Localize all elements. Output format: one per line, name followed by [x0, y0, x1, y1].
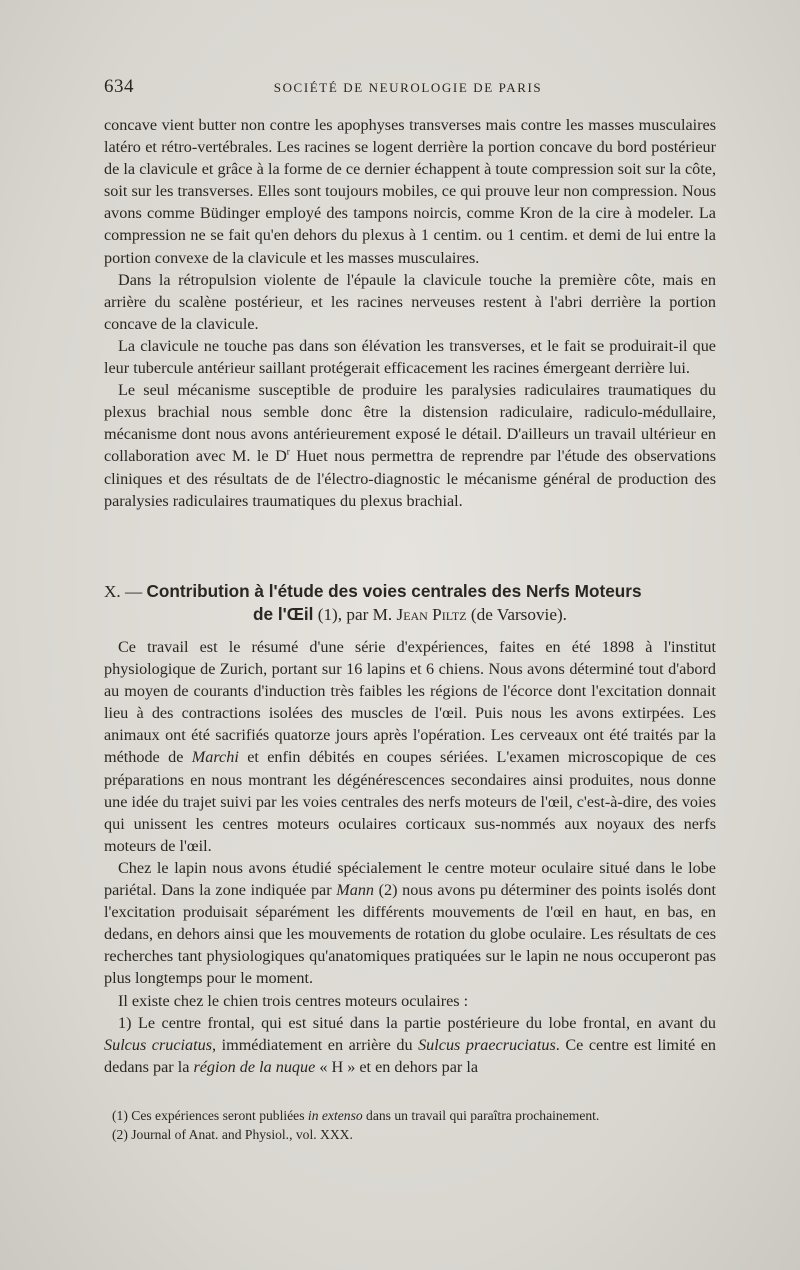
footnote-2: (2) Journal of Anat. and Physiol., vol. XXX.	[112, 1127, 353, 1142]
paragraph: La clavicule ne touche pas dans son élévation les transverses, et le fait se produirait-il que leur tubercule antérieur saillant protégerait efficacement les racines émergeant derrière lui.	[104, 336, 716, 378]
section-number: X. —	[104, 582, 143, 601]
paragraph: Chez le lapin nous avons étudié spécialement le centre moteur oculaire situé dans le lobe pariétal. Dans la zone indiquée par Mann (2) nous avons pu déterminer des points isolés dont l'excitation produisait séparément les différents mouvements de l'œil en haut, en bas, en dedans, en dehors ainsi que les mouvements de rotation du globe oculaire. Les résultats de ces recherches tant physiologiques qu'anatomiques pratiquées sur le lapin ne nous occuperont pas plus longtemps pour le moment.	[104, 858, 716, 988]
page-header	[104, 76, 712, 100]
page-number: 634	[104, 76, 134, 97]
author-affiliation: (de Varsovie).	[470, 605, 567, 624]
footnote-1: (1) Ces expériences seront publiées in extenso dans un travail qui paraîtra prochainement.	[112, 1108, 600, 1123]
footnote-ref: (1),	[317, 605, 343, 624]
paragraph: Ce travail est le résumé d'une série d'expériences, faites en été 1898 à l'institut physiologique de Zurich, portant sur 16 lapins et 6 chiens. Nous avons déterminé tout d'abord au moyen de courants d'induction très faibles les régions de l'écorce dont l'excitation donnait lieu à des contractions isolées des muscles de l'œil. Puis nous les avons extirpées. Les animaux ont été sacrifiés quatorze jours après l'opération. Les cerveaux ont été traités par la méthode de Marchi et enfin débités en coupes sériées. L'examen microscopique de ces préparations en nous montrant les dégénérescences secondaires ainsi produites, nous donne une idée du trajet suivi par les voies centrales des nerfs moteurs de l'œil, c'est-à-dire, des voies qui unissent les centres moteurs oculaires corticaux sus-nommés aux noyaux des nerfs moteurs de l'œil.	[104, 638, 716, 855]
footnotes	[112, 1106, 712, 1144]
section-title-line-1: Contribution à l'étude des voies centrales des Nerfs Moteurs	[146, 581, 642, 601]
section-title-line-2: de l'Œil	[253, 604, 314, 624]
paragraph: Le seul mécanisme susceptible de produire les paralysies radiculaires traumatiques du plexus brachial nous semble donc être la distension radiculaire, radiculo-médullaire, mécanisme dont nous avons antérieurement exposé le détail. D'ailleurs un travail ultérieur en collaboration avec M. le $D^r$ Huet nous permettra de reprendre par l'étude des observations cliniques et des résultats de de l'électro-diagnostic le mécanisme général de production des paralysies radiculaires traumatiques du plexus brachial.	[104, 381, 716, 510]
paragraph: concave vient butter non contre les apophyses transverses mais contre les masses musculaires latéro et rétro-vertébrales. Les racines se logent derrière la portion concave du bord postérieur de la clavicule et grâce à la forme de ce dernier échappent à toute compression soit sur la côte, soit sur les transverses. Elles sont toujours mobiles, ce qui prouve leur non compression. Nous avons comme Büdinger employé des tampons noircis, comme Kron de la cire à modeler. La compression ne se fait qu'en dehors du plexus à 1 centim. ou 1 centim. et demi de lui entre la portion convexe de la clavicule et les masses musculaires.	[104, 116, 716, 267]
paragraph: Dans la rétropulsion violente de l'épaule la clavicule touche la première côte, mais en arrière du scalène postérieur, et les racines nerveuses restent à l'abri derrière la portion concave de la clavicule.	[104, 270, 716, 333]
paragraph: Il existe chez le chien trois centres moteurs oculaires :	[118, 991, 469, 1010]
paragraph: 1) Le centre frontal, qui est situé dans la partie postérieure du lobe frontal, en avant du Sulcus cruciatus, immédiatement en arrière du Sulcus praecruciatus. Ce centre est limité en dedans par la région de la nuque « H » et en dehors par la	[104, 1013, 716, 1076]
body-text-top	[104, 114, 716, 512]
section-heading: X. — Contribution à l'étude des voies centrales des Nerfs Moteurs de l'Œil (1), par M. Jean Piltz (de Varsovie).	[104, 581, 642, 624]
author-name: Jean Piltz	[396, 605, 467, 624]
body-text-section	[104, 636, 716, 1078]
running-title: SOCIÉTÉ DE NEUROLOGIE DE PARIS	[273, 80, 543, 95]
